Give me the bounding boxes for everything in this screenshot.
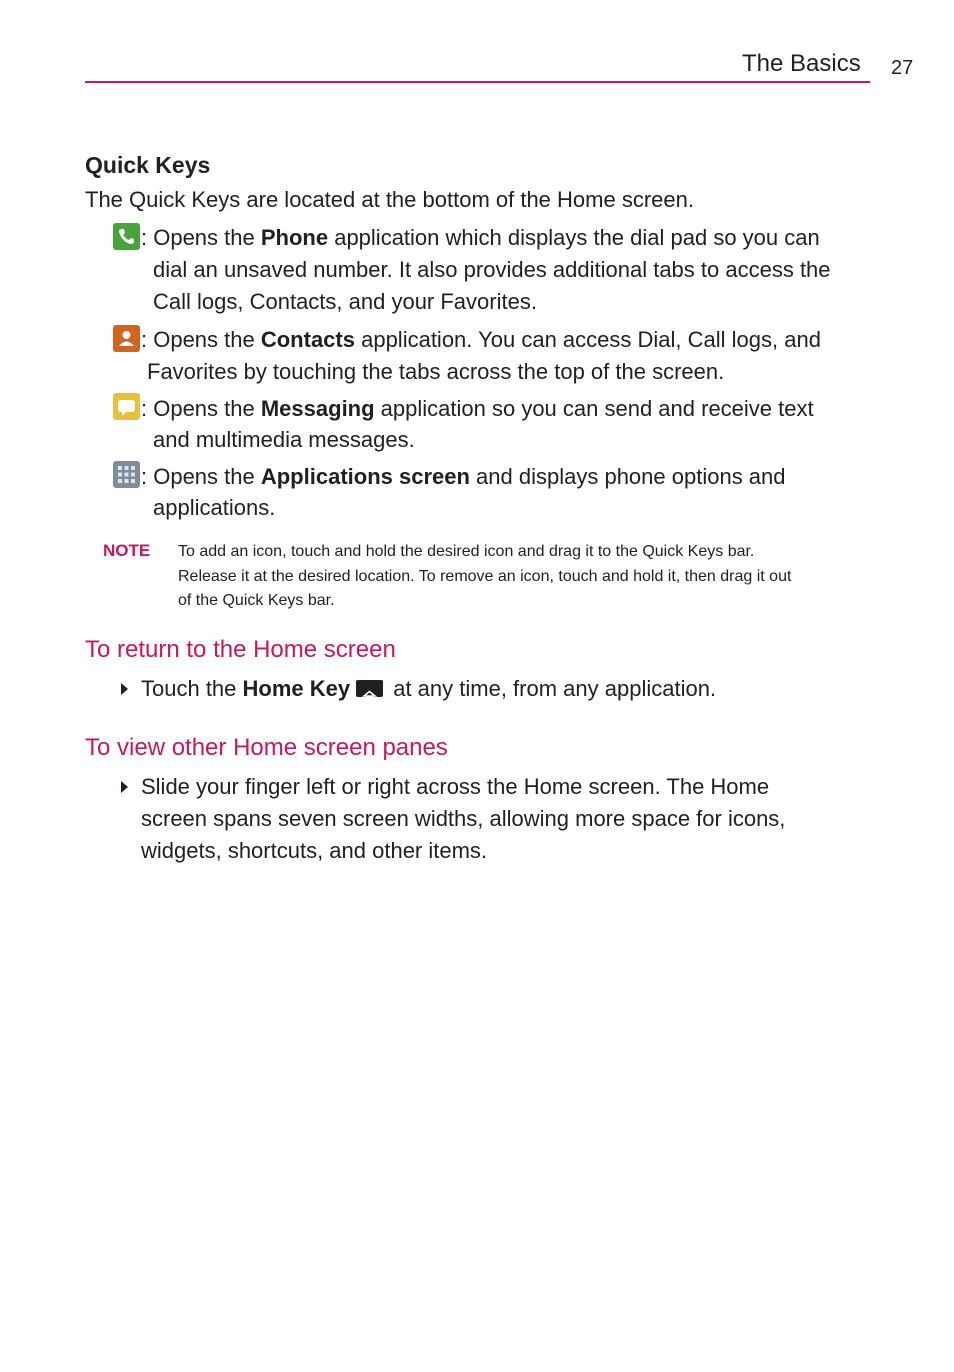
- home-key-icon: [356, 680, 383, 697]
- view-panes-line3: widgets, shortcuts, and other items.: [141, 838, 488, 863]
- quick-keys-heading: Quick Keys: [85, 152, 211, 178]
- messaging-icon: [113, 393, 140, 420]
- phone-desc-line2: dial an unsaved number. It also provides additional tabs to access the: [153, 257, 831, 282]
- contacts-desc-line2: Favorites by touching the tabs across the top of the screen.: [147, 359, 725, 384]
- section-title: The Basics: [742, 50, 861, 77]
- return-home-text: Touch the Home Key at any time, from any application.: [141, 676, 717, 701]
- bullet-arrow-icon: [121, 781, 128, 793]
- phone-icon: [113, 223, 140, 250]
- note-label: NOTE: [103, 541, 151, 560]
- return-home-heading: To return to the Home screen: [85, 636, 396, 663]
- view-panes-heading: To view other Home screen panes: [85, 734, 448, 761]
- applications-desc-line1: : Opens the Applications screen and displays phone options and: [141, 464, 786, 489]
- phone-desc-line3: Call logs, Contacts, and your Favorites.: [153, 289, 537, 314]
- messaging-desc-line2: and multimedia messages.: [153, 427, 415, 452]
- contacts-desc-line1: : Opens the Contacts application. You can access Dial, Call logs, and: [141, 327, 821, 352]
- applications-icon: [113, 461, 140, 488]
- view-panes-line1: Slide your finger left or right across the Home screen. The Home: [141, 774, 770, 799]
- note-text: To add an icon, touch and hold the desired icon and drag it to the Quick Keys bar. Release it at the desired location. To remove an icon, touch and hold it, then drag it out of the Quick Keys bar.: [178, 543, 792, 609]
- quick-keys-intro: The Quick Keys are located at the bottom of the Home screen.: [85, 187, 694, 212]
- header-rule: [85, 81, 870, 83]
- applications-desc-line2: applications.: [153, 495, 276, 520]
- phone-desc-line1: : Opens the Phone application which displays the dial pad so you can: [141, 225, 820, 250]
- messaging-desc-line1: : Opens the Messaging application so you can send and receive text: [141, 396, 814, 421]
- contacts-icon: [113, 325, 140, 352]
- bullet-arrow-icon: [121, 683, 128, 695]
- view-panes-line2: screen spans seven screen widths, allowing more space for icons,: [141, 806, 786, 831]
- page-number: 27: [891, 57, 914, 79]
